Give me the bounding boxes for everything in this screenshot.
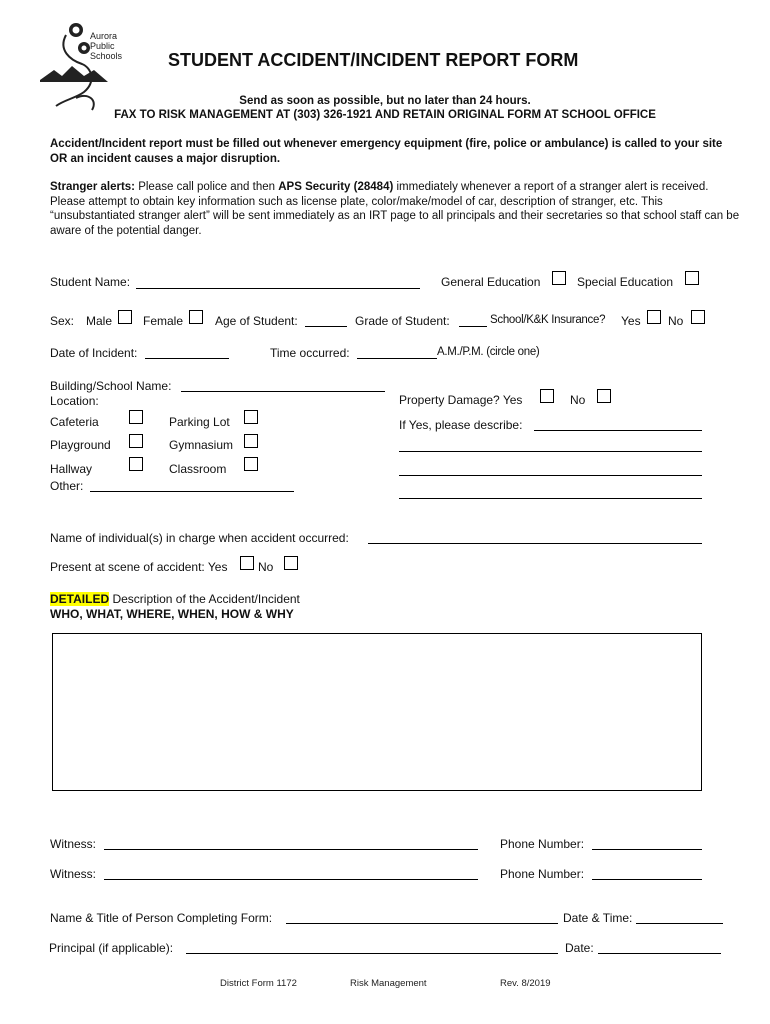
grade-label: Grade of Student: bbox=[355, 314, 450, 328]
stranger-text-2: immediately whenever a report of a stranger alert is received. Please attempt to obtain key information such as license plate, color/make/model of car, description of stranger, etc. This “unsubstantiated stranger alert” will be sent immediately as an IRT page to all principals and their secretaries so that school staff can be aware of the potential danger. bbox=[50, 181, 740, 237]
principal-field[interactable] bbox=[186, 953, 558, 954]
intro-paragraph: Accident/Incident report must be filled out whenever emergency equipment (fire, police or ambulance) is called to your site OR an incident causes a major disruption. bbox=[50, 138, 723, 165]
description-label: Description of the Accident/Incident bbox=[109, 592, 300, 606]
witness-1-label: Witness: bbox=[50, 837, 97, 851]
general-education-label: General Education bbox=[441, 275, 541, 289]
building-label: Building/School Name: bbox=[50, 379, 172, 393]
age-label: Age of Student: bbox=[215, 314, 298, 328]
gymnasium-checkbox[interactable] bbox=[244, 434, 258, 448]
property-damage-description-line-1[interactable] bbox=[534, 430, 702, 431]
phone-2-field[interactable] bbox=[592, 879, 702, 880]
date-time-label: Date & Time: bbox=[563, 911, 633, 925]
insurance-yes-checkbox[interactable] bbox=[647, 310, 661, 324]
present-yes-checkbox[interactable] bbox=[240, 556, 254, 570]
other-field[interactable] bbox=[90, 491, 294, 492]
location-label: Location: bbox=[50, 394, 99, 408]
insurance-no-checkbox[interactable] bbox=[691, 310, 705, 324]
time-occurred-label: Time occurred: bbox=[270, 346, 350, 360]
completing-person-label: Name & Title of Person Completing Form: bbox=[50, 911, 273, 925]
cafeteria-label: Cafeteria bbox=[50, 415, 99, 429]
parking-lot-checkbox[interactable] bbox=[244, 410, 258, 424]
date-of-incident-field[interactable] bbox=[145, 358, 229, 359]
insurance-label: School/K&K Insurance? bbox=[490, 314, 606, 326]
other-label: Other: bbox=[50, 479, 84, 493]
stranger-text-1: Please call police and then bbox=[135, 181, 279, 193]
who-what-label: WHO, WHAT, WHERE, WHEN, HOW & WHY bbox=[50, 607, 294, 621]
present-at-scene-label: Present at scene of accident: Yes bbox=[50, 560, 228, 574]
building-field[interactable] bbox=[181, 391, 385, 392]
present-no-label: No bbox=[258, 560, 274, 574]
property-damage-label: Property Damage? Yes bbox=[399, 393, 523, 407]
male-checkbox[interactable] bbox=[118, 310, 132, 324]
header-instruction-1: Send as soon as possible, but no later than 24 hours. bbox=[239, 95, 531, 107]
in-charge-label: Name of individual(s) in charge when accident occurred: bbox=[50, 531, 349, 545]
phone-1-label: Phone Number: bbox=[500, 837, 585, 851]
sex-label: Sex: bbox=[50, 314, 75, 328]
insurance-yes-label: Yes bbox=[621, 314, 641, 328]
insurance-no-label: No bbox=[668, 314, 684, 328]
detailed-highlight: DETAILED bbox=[50, 592, 110, 606]
property-damage-no-checkbox[interactable] bbox=[597, 389, 611, 403]
time-occurred-field[interactable] bbox=[357, 358, 437, 359]
female-checkbox[interactable] bbox=[189, 310, 203, 324]
male-label: Male bbox=[86, 314, 113, 328]
parking-lot-label: Parking Lot bbox=[169, 415, 230, 429]
header-instruction-2: FAX TO RISK MANAGEMENT AT (303) 326-1921 AND RETAIN ORIGINAL FORM AT SCHOOL OFFICE bbox=[114, 109, 656, 121]
special-education-label: Special Education bbox=[577, 275, 674, 289]
phone-1-field[interactable] bbox=[592, 849, 702, 850]
stranger-alert-paragraph bbox=[50, 180, 740, 238]
property-damage-description-line-3[interactable] bbox=[399, 475, 702, 476]
female-label: Female bbox=[143, 314, 184, 328]
logo-line-2: Public bbox=[90, 41, 115, 51]
form-title: STUDENT ACCIDENT/INCIDENT REPORT FORM bbox=[168, 50, 579, 70]
cafeteria-checkbox[interactable] bbox=[129, 410, 143, 424]
date-label: Date: bbox=[565, 941, 594, 955]
footer-department: Risk Management bbox=[350, 978, 427, 989]
classroom-label: Classroom bbox=[169, 462, 227, 476]
gymnasium-label: Gymnasium bbox=[169, 438, 234, 452]
if-yes-describe-label: If Yes, please describe: bbox=[399, 418, 523, 432]
property-damage-no-label: No bbox=[570, 393, 586, 407]
present-no-checkbox[interactable] bbox=[284, 556, 298, 570]
logo-line-3: Schools bbox=[90, 51, 123, 61]
logo-line-1: Aurora bbox=[90, 31, 118, 41]
playground-label: Playground bbox=[50, 438, 111, 452]
aps-security: APS Security (28484) bbox=[278, 181, 394, 193]
property-damage-description-line-2[interactable] bbox=[399, 451, 702, 452]
playground-checkbox[interactable] bbox=[129, 434, 143, 448]
principal-label: Principal (if applicable): bbox=[49, 941, 174, 955]
student-name-label: Student Name: bbox=[50, 275, 131, 289]
in-charge-field[interactable] bbox=[368, 543, 702, 544]
description-heading bbox=[50, 592, 300, 606]
description-textbox[interactable] bbox=[52, 633, 702, 791]
general-education-checkbox[interactable] bbox=[552, 271, 566, 285]
grade-field[interactable] bbox=[459, 326, 487, 327]
hallway-checkbox[interactable] bbox=[129, 457, 143, 471]
classroom-checkbox[interactable] bbox=[244, 457, 258, 471]
phone-2-label: Phone Number: bbox=[500, 867, 585, 881]
hallway-label: Hallway bbox=[50, 462, 93, 476]
completing-person-field[interactable] bbox=[286, 923, 558, 924]
age-field[interactable] bbox=[305, 326, 347, 327]
witness-1-field[interactable] bbox=[104, 849, 478, 850]
student-name-field[interactable] bbox=[136, 288, 420, 289]
date-time-field[interactable] bbox=[636, 923, 723, 924]
date-of-incident-label: Date of Incident: bbox=[50, 346, 138, 360]
property-damage-description-line-4[interactable] bbox=[399, 498, 702, 499]
date-field[interactable] bbox=[598, 953, 721, 954]
stranger-alert-label: Stranger alerts: bbox=[50, 181, 136, 193]
witness-2-label: Witness: bbox=[50, 867, 97, 881]
property-damage-yes-checkbox[interactable] bbox=[540, 389, 554, 403]
witness-2-field[interactable] bbox=[104, 879, 478, 880]
footer-form-number: District Form 1172 bbox=[220, 978, 297, 989]
footer-revision: Rev. 8/2019 bbox=[500, 978, 551, 989]
special-education-checkbox[interactable] bbox=[685, 271, 699, 285]
ampm-label: A.M./P.M. (circle one) bbox=[437, 346, 540, 358]
